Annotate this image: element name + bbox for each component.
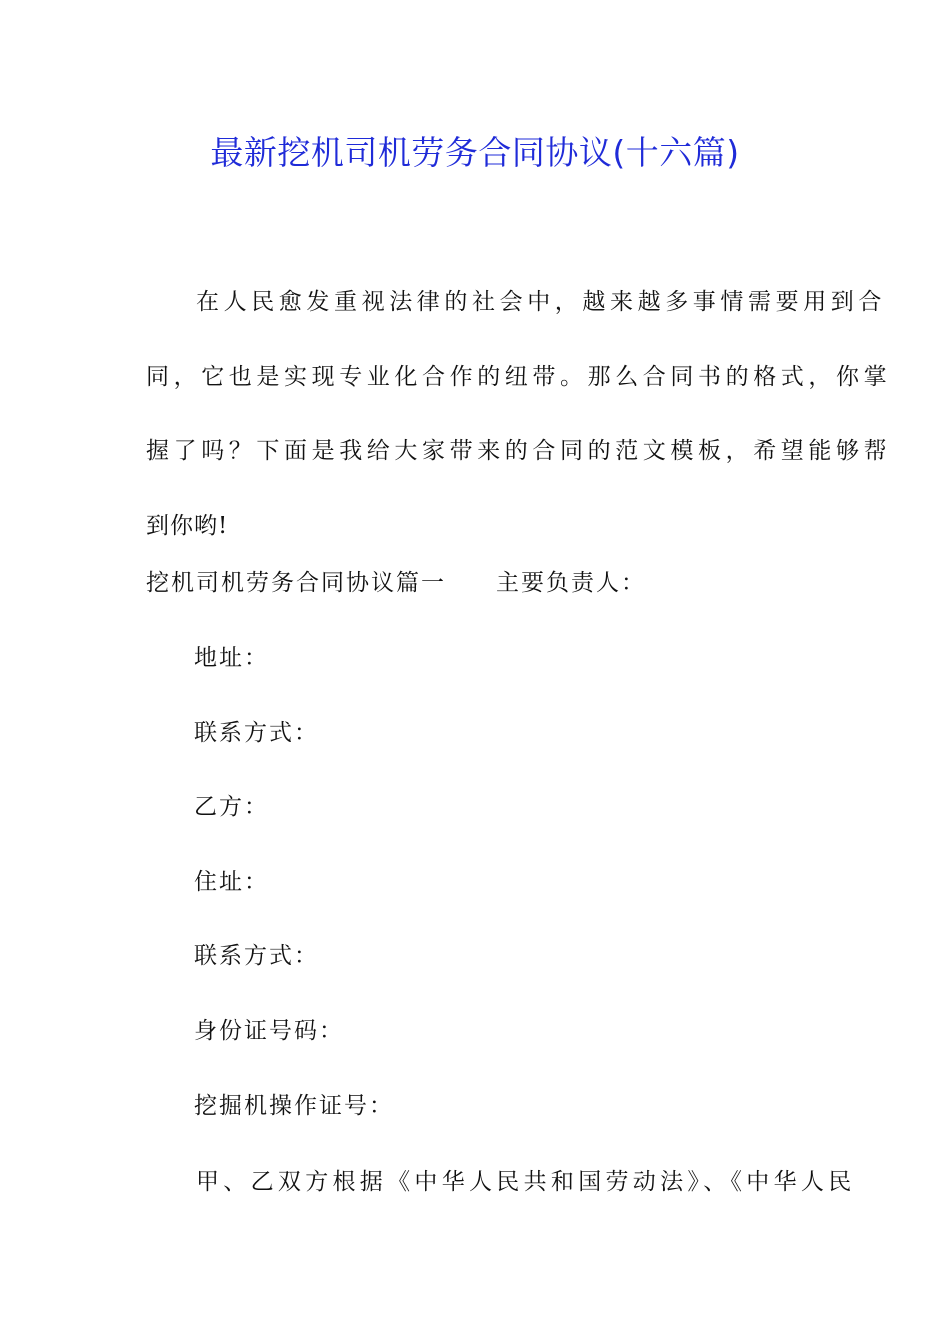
section-heading-suffix: 主要负责人：: [496, 570, 646, 596]
intro-line: 同，它也是实现专业化合作的纽带。那么合同书的格式，你掌: [146, 363, 892, 390]
field-contact-a: 联系方式：: [194, 720, 319, 746]
field-contact-b: 联系方式：: [194, 943, 319, 969]
section-heading: 挖机司机劳务合同协议篇一: [146, 570, 446, 596]
intro-line: 握了吗？下面是我给大家带来的合同的范文模板，希望能够帮: [146, 438, 892, 464]
document-title: 最新挖机司机劳务合同协议(十六篇): [210, 133, 740, 172]
intro-line: 在人民愈发重视法律的社会中，越来越多事情需要用到合: [196, 289, 886, 315]
field-excavator-cert: 挖掘机操作证号：: [194, 1093, 394, 1119]
legal-basis-line: 甲、乙双方根据《中华人民共和国劳动法》、《中华人民: [196, 1169, 856, 1195]
field-address: 地址：: [194, 645, 269, 671]
field-party-b: 乙方：: [194, 794, 269, 820]
intro-paragraph: [146, 265, 892, 563]
field-residence: 住址：: [194, 869, 269, 895]
section-heading-row: [146, 563, 646, 603]
field-id-number: 身份证号码：: [194, 1018, 344, 1044]
intro-line: 到你哟!: [146, 512, 229, 539]
